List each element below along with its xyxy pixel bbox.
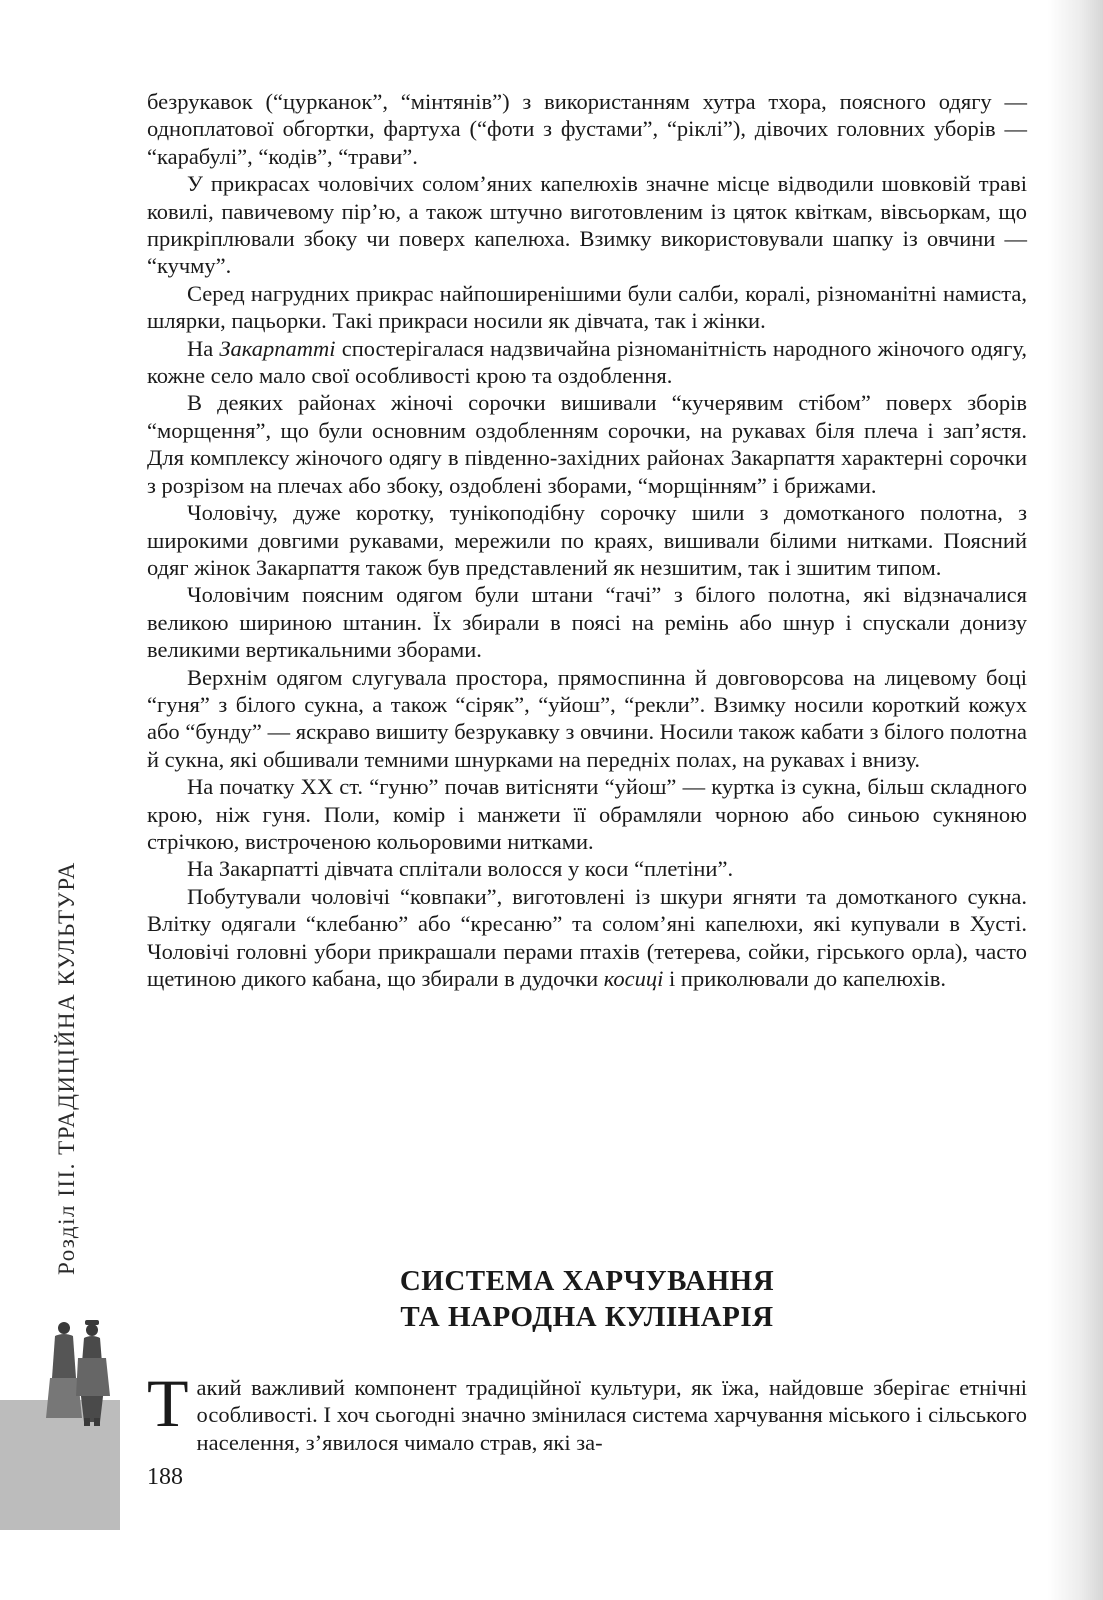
running-head: Розділ ІІІ. ТРАДИЦІЙНА КУЛЬТУРА [54,861,79,1275]
italic-term: косиці [603,966,664,991]
paragraph: Побутували чоловічі “ковпаки”, виготовлені із шкури ягняти та домотканого сукна. Влітку одягали “клебаню” або “кресаню” та солом’яні капелюхи, які купували в Хусті. Чоловічі головні убори прикрашали перами птахів (тетерева, сойки, гірського орла), часто щетиною дикого кабана, що збирали в дудочки косиці і приколювали до капелюхів. [147,883,1027,991]
heading-line-2: ТА НАРОДНА КУЛІНАРІЯ [400,1301,774,1333]
heading-line-1: СИСТЕМА ХАРЧУВАННЯ [399,1265,775,1297]
paragraph: На початку XX ст. “гуню” почав витісняти “уйош” — куртка із сукна, більш складного крою, ніж гуня. Поли, комір і манжети її обрамляли чорною або синьою сукняною стрічкою, вистроченою кольоровими нитками. [147,774,1027,854]
paragraph: безрукавок (“цурканок”, “мінтянів”) з використанням хутра тхора, поясного одягу — одноплатової обгортки, фартуха (“фоти з фустами”, “ріклі”), дівочих головних уборів — “карабулі”, “кодів”, “трави”. [147,89,1027,169]
paragraph: Чоловічим поясним одягом були штани “гачі” з білого полотна, які відзначалися великою шириною штанин. Їх збирали в поясі на ремінь або шнур і спускали донизу великими вертикальними зборами. [147,582,1027,663]
section-heading [147,1263,1027,1335]
paragraph: На Закарпатті дівчата сплітали волосся у коси “плетіни”. [187,856,734,882]
paragraph: У прикрасах чоловічих солом’яних капелюхів значне місце відводили шовковій траві ковилі, павичевому пір’ю, а також штучно виготовленим із цяток квіткам, вівсьоркам, що прикріплювали збоку чи поверх капелюха. Взимку використовували шапку із овчини — “кучму”. [147,171,1027,279]
paragraph: Верхнім одягом слугувала простора, прямоспинна й довговорсова на лицевому боці “гуня” з білого сукна, а також “сіряк”, “уйош”, “рекли”. Взимку носили короткий кожух або “бунду” — яскраво вишиту безрукавку з овчини. Носили також кабати з білого полотна й сукна, які обшивали темними шнурками на передніх полах, на рукавах і внизу. [147,664,1027,772]
intro-paragraph: Такий важливий компонент традиційної культури, як їжа, найдовше зберігає етнічні особливості. І хоч сьогодні значно змінилася система харчування міського і сільського населення, з’явилося чимало страв, які за- [147,1365,1027,1455]
paragraph: Чоловічу, дуже коротку, тунікоподібну сорочку шили з домотканого полотна, з широкими довгими рукавами, мережили по краях, вишивали білими нитками. Поясний одяг жінок Закарпаття також був представлений як незшитим, так і зшитим типом. [147,500,1027,580]
italic-term: Закарпатті [219,335,336,361]
page-number: 188 [147,1464,183,1490]
drop-cap: Т [147,1365,189,1441]
paragraph: На Закарпатті спостерігалася надзвичайна різноманітність народного жіночого одягу, кожне село мало свої особливості крою та оздоблення. [147,335,1027,389]
body-text [147,88,1027,992]
paragraph: В деяких районах жіночі сорочки вишивали “кучерявим стібом” поверх зборів “морщення”, що були основним оздобленням сорочки, на рукавах біля плеча і зап’ястя. Для комплексу жіночого одягу в південно-західних районах Закарпаття характерні сорочки з розрізом на плечах або збоку, оздоблені зборами, “морщінням” і брижами. [147,390,1027,498]
paragraph: Серед нагрудних прикрас найпоширенішими були салби, коралі, різноманітні намиста, шлярки, пацьорки. Такі прикраси носили як дівчата, так і жінки. [147,280,1027,334]
folk-figures-illustration [40,1318,120,1430]
